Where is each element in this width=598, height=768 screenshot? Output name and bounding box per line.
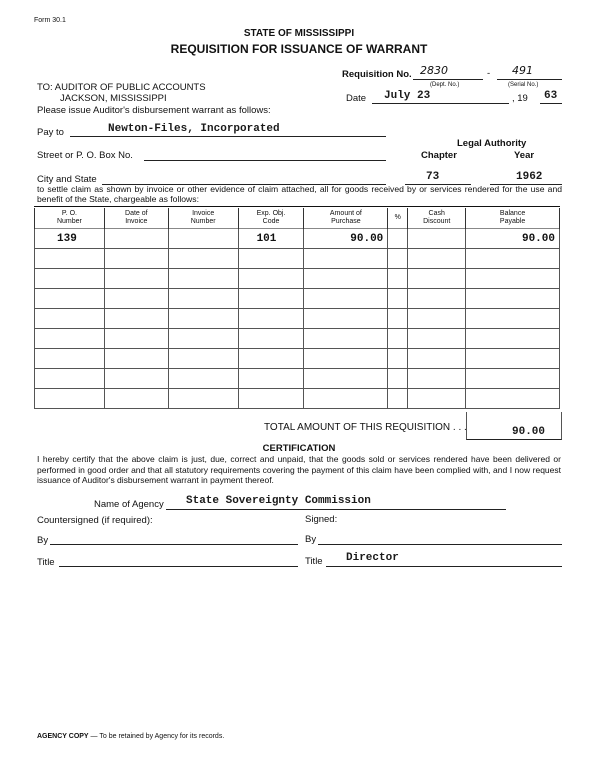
items-table bbox=[34, 208, 560, 409]
title-right-label: Title bbox=[305, 556, 323, 567]
pay-to-label: Pay to bbox=[37, 127, 64, 138]
dept-caption: (Dept. No.) bbox=[430, 82, 460, 88]
settle-text: to settle claim as shown by invoice or other evidence of claim attached, all for goods received by or services rendered for the use and benefit of the State, chargeable as follows: bbox=[37, 184, 562, 204]
table-row bbox=[35, 229, 560, 249]
row1-amount: 90.00 bbox=[304, 229, 388, 249]
row1-po: 139 bbox=[35, 229, 105, 249]
title-left-label: Title bbox=[37, 557, 55, 568]
pay-to-value: Newton-Files, Incorporated bbox=[108, 123, 280, 135]
header-percent: % bbox=[388, 208, 408, 229]
by-right-label: By bbox=[305, 534, 317, 545]
serial-caption: (Serial No.) bbox=[508, 82, 539, 88]
date-label: Date bbox=[346, 93, 367, 104]
total-label: TOTAL AMOUNT OF THIS REQUISITION . . . bbox=[264, 422, 467, 433]
date-value: July 23 bbox=[384, 90, 431, 102]
header-date-of-invoice: Date of Invoice bbox=[104, 208, 168, 229]
chapter-label: Chapter bbox=[421, 150, 457, 161]
agency-value: State Sovereignty Commission bbox=[186, 495, 371, 507]
certification-heading: CERTIFICATION bbox=[262, 443, 336, 454]
date-year: 63 bbox=[544, 90, 558, 102]
year-value: 1962 bbox=[516, 171, 543, 183]
form-number: Form 30.1 bbox=[34, 17, 66, 24]
header-cash-discount: Cash Discount bbox=[408, 208, 466, 229]
header-balance-payable: Balance Payable bbox=[466, 208, 560, 229]
year-label: Year bbox=[514, 150, 535, 161]
street-label: Street or P. O. Box No. bbox=[37, 150, 133, 161]
requisition-label: Requisition No. bbox=[342, 69, 412, 80]
requisition-dash: - bbox=[487, 68, 491, 79]
certification-text: I hereby certify that the above claim is just, due, correct and unpaid, that the goods sold or services rendered have been delivered or performed in good order and that all statutory requirements covering the payment of this claim have been complied with, and I now request issuance of Auditor's disbursement warrant in payment thereof. bbox=[37, 454, 561, 485]
row1-code: 101 bbox=[238, 229, 304, 249]
total-value: 90.00 bbox=[512, 426, 546, 438]
signed-label: Signed: bbox=[305, 514, 338, 525]
footer-rest: — To be retained by Agency for its records. bbox=[88, 733, 225, 740]
chapter-value: 73 bbox=[426, 171, 440, 183]
agency-label: Name of Agency bbox=[94, 499, 164, 510]
header-invoice-number: Invoice Number bbox=[168, 208, 238, 229]
dept-number: 2830 bbox=[420, 64, 448, 77]
title-right-value: Director bbox=[346, 552, 399, 564]
state-heading: STATE OF MISSISSIPPI bbox=[243, 28, 355, 39]
footer-agency-copy: AGENCY COPY bbox=[37, 733, 89, 740]
to-line2: JACKSON, MISSISSIPPI bbox=[60, 93, 167, 104]
date-year-prefix: , 19 bbox=[512, 93, 528, 104]
row1-balance: 90.00 bbox=[466, 229, 560, 249]
header-amount-of-purchase: Amount of Purchase bbox=[304, 208, 388, 229]
footer-note bbox=[37, 733, 224, 740]
header-po-number: P. O. Number bbox=[35, 208, 105, 229]
to-line1: TO: AUDITOR OF PUBLIC ACCOUNTS bbox=[37, 82, 206, 93]
by-left-label: By bbox=[37, 535, 49, 546]
legal-authority-label: Legal Authority bbox=[457, 138, 527, 149]
countersigned-label: Countersigned (if required): bbox=[37, 515, 153, 526]
to-line3: Please issue Auditor's disbursement warrant as follows: bbox=[37, 105, 271, 116]
form-title: REQUISITION FOR ISSUANCE OF WARRANT bbox=[170, 42, 428, 56]
city-label: City and State bbox=[37, 174, 97, 185]
serial-number: 491 bbox=[512, 64, 533, 77]
header-exp-obj-code: Exp. Obj. Code bbox=[238, 208, 304, 229]
